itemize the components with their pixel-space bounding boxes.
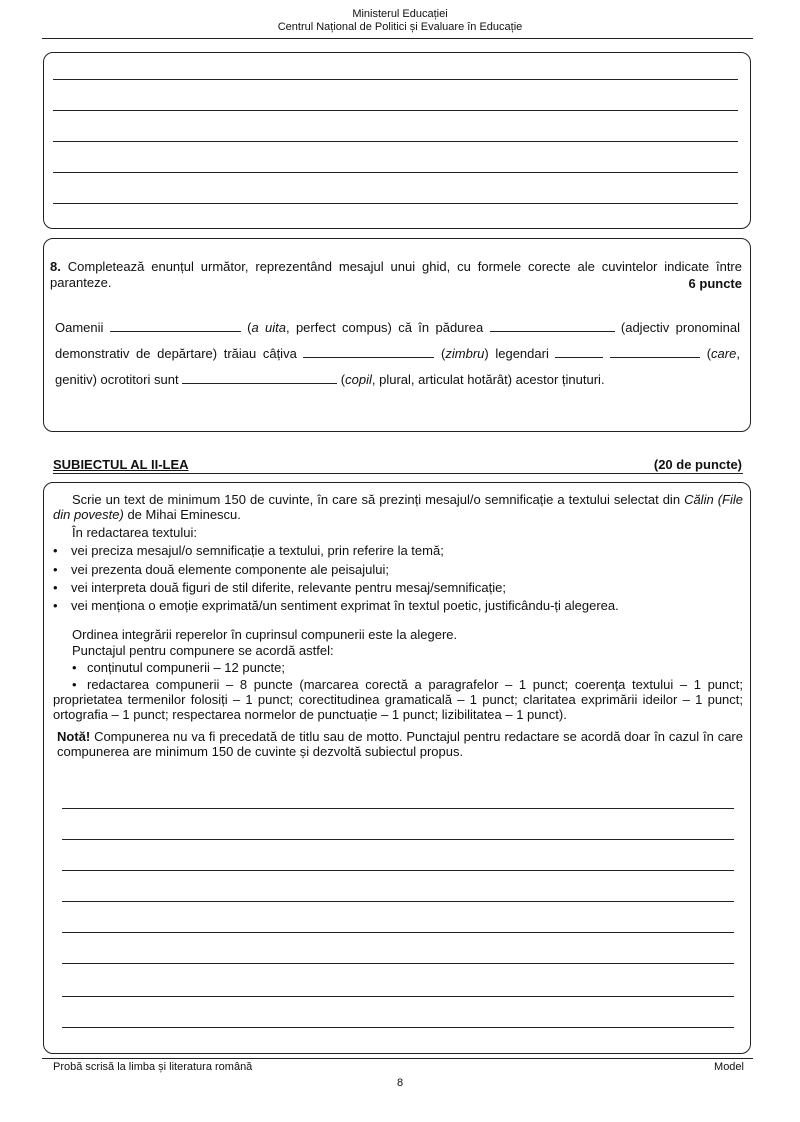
order-note: Ordinea integrării reperelor în cuprinsul compunerii este la alegere.	[72, 627, 458, 642]
question-text: Completează enunțul următor, reprezentând mesajul unui ghid, cu formele corecte ale cuvintelor indicate între paranteze.	[50, 259, 742, 290]
essay-writing-line[interactable]	[62, 870, 734, 871]
footer-rule	[42, 1058, 753, 1059]
fill-in-sentence: Oamenii (a uita, perfect compus) că în pădurea (adjectiv pronominal demonstrativ de depărtare) trăiau câțiva (zimbru) legendari (care, genitiv) ocrotitori sunt (copil, plural, articulat hotărât) acestor ținuturi.	[55, 320, 740, 387]
section-2-points: (20 de puncte)	[653, 457, 742, 472]
blank-6[interactable]	[182, 371, 337, 384]
essay-intro: Scrie un text de minimum 150 de cuvinte, în care să prezinți mesajul/o semnificație a textului selectat din Călin (File din poveste) de Mihai Eminescu.	[53, 492, 743, 522]
model-label: Model	[714, 1061, 744, 1073]
writing-line[interactable]	[53, 141, 738, 142]
scoring-item: • conținutul compunerii – 12 puncte;	[72, 660, 286, 675]
scoring-item: • redactarea compunerii – 8 puncte (marcarea corectă a paragrafelor – 1 punct; coerența textului – 1 punct; proprietatea termenilor folosiți – 1 punct; corectitudinea gramaticală – 1 punct; claritatea exprimării ideilor – 1 punct; ortografia – 1 punct; respectarea normelor de punctuație – 1 punct; lizibilitatea – 1 punct).	[53, 677, 743, 722]
scoring-intro: Punctajul pentru compunere se acordă astfel:	[72, 643, 334, 658]
page-number: 8	[396, 1077, 404, 1089]
page-header	[0, 8, 800, 34]
requirement-item: • vei prezenta două elemente componente ale peisajului;	[53, 562, 389, 577]
essay-writing-line[interactable]	[62, 808, 734, 809]
requirement-item: • vei preciza mesajul/o semnificație a textului, prin referire la temă;	[53, 543, 444, 558]
exam-name: Probă scrisă la limba și literatura română	[53, 1061, 253, 1073]
note-label: Notă!	[57, 729, 91, 744]
writing-line[interactable]	[53, 79, 738, 80]
note	[57, 729, 743, 759]
section-2-rule	[53, 473, 743, 474]
essay-writing-line[interactable]	[62, 963, 734, 964]
blank-5[interactable]	[610, 345, 700, 358]
writing-line[interactable]	[53, 110, 738, 111]
essay-writing-line[interactable]	[62, 932, 734, 933]
essay-writing-line[interactable]	[62, 839, 734, 840]
writing-line[interactable]	[53, 203, 738, 204]
blank-4[interactable]	[555, 345, 603, 358]
question-8-prompt	[50, 259, 742, 291]
work-title: Călin (File din poveste)	[53, 492, 743, 522]
question-8-points: 6 puncte	[688, 276, 742, 291]
center-name: Centrul Național de Politici și Evaluare în Educație	[277, 21, 523, 33]
essay-writing-line[interactable]	[62, 1027, 734, 1028]
section-2-title: SUBIECTUL AL II-LEA	[53, 457, 189, 472]
header-rule	[42, 38, 753, 39]
blank-2[interactable]	[490, 319, 615, 332]
note-text: Compunerea nu va fi precedată de titlu sau de motto. Punctajul pentru redactare se acordă doar în cazul în care compunerea are minimum 150 de cuvinte și dezvoltă subiectul propus.	[57, 729, 743, 759]
essay-writing-line[interactable]	[62, 996, 734, 997]
question-number: 8.	[50, 259, 61, 274]
blank-3[interactable]	[303, 345, 434, 358]
blank-1[interactable]	[110, 319, 241, 332]
redactare-label: În redactarea textului:	[72, 525, 198, 540]
essay-writing-line[interactable]	[62, 901, 734, 902]
ministry-name: Ministerul Educației	[352, 8, 448, 20]
writing-line[interactable]	[53, 172, 738, 173]
requirement-item: • vei interpreta două figuri de stil diferite, relevante pentru mesaj/semnificație;	[53, 580, 506, 595]
requirement-item: • vei menționa o emoție exprimată/un sentiment exprimat în textul poetic, justificându-ți alegerea.	[53, 598, 619, 613]
